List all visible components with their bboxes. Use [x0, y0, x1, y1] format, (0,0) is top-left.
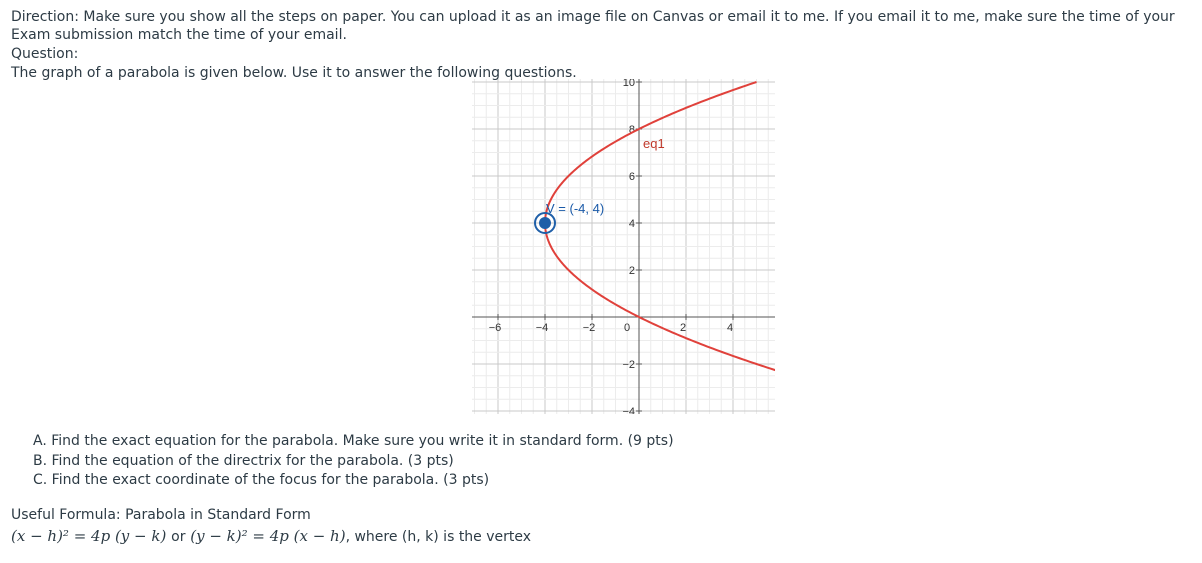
standard-form-formula: [11, 527, 531, 546]
question-text: The graph of a parabola is given below. Use it to answer the following questions.: [11, 65, 577, 81]
part-a-text: A. Find the exact equation for the parabola. Make sure you write it in standard form. (9 pts): [33, 433, 674, 449]
vertex-label: V = (-4, 4): [546, 201, 605, 216]
formula-or: or: [171, 529, 186, 545]
part-b-text: B. Find the equation of the directrix for the parabola. (3 pts): [33, 453, 454, 469]
x-tick-label: 4: [726, 322, 734, 334]
formula-eq2: (y − k)² = 4p (x − h): [190, 527, 346, 545]
formula-suffix: , where (h, k) is the vertex: [345, 529, 532, 545]
y-tick-label: −4: [622, 406, 635, 414]
y-tick-label: 4: [628, 218, 635, 230]
part-c-text: C. Find the exact coordinate of the focus for the parabola. (3 pts): [33, 472, 490, 488]
x-tick-label: −6: [488, 322, 502, 334]
y-tick-label: −2: [622, 359, 635, 371]
x-tick-label: −2: [582, 322, 596, 334]
question-label: Question:: [11, 46, 79, 62]
curve-label: eq1: [643, 135, 665, 151]
direction-text: Direction: Make sure you show all the steps on paper. You can upload it as an image file on Canvas or email it to me. If you email it to me, make sure the time of your Exam submission match the time of your email.: [11, 9, 1175, 43]
vertex-dot: [539, 217, 551, 229]
y-tick-label: 8: [628, 124, 635, 136]
x-tick-label: −4: [535, 322, 549, 334]
parabola-curve: [545, 82, 775, 371]
x-tick-label: 2: [679, 322, 687, 334]
y-tick-label: 6: [628, 171, 635, 183]
formula-title: Useful Formula: Parabola in Standard Form: [11, 507, 311, 523]
x-tick-label: 0: [623, 322, 631, 334]
y-tick-label: 2: [628, 265, 635, 277]
formula-eq1: (x − h)² = 4p (y − k): [11, 527, 167, 545]
parabola-graph: [472, 79, 775, 414]
y-tick-label: 10: [622, 79, 635, 89]
